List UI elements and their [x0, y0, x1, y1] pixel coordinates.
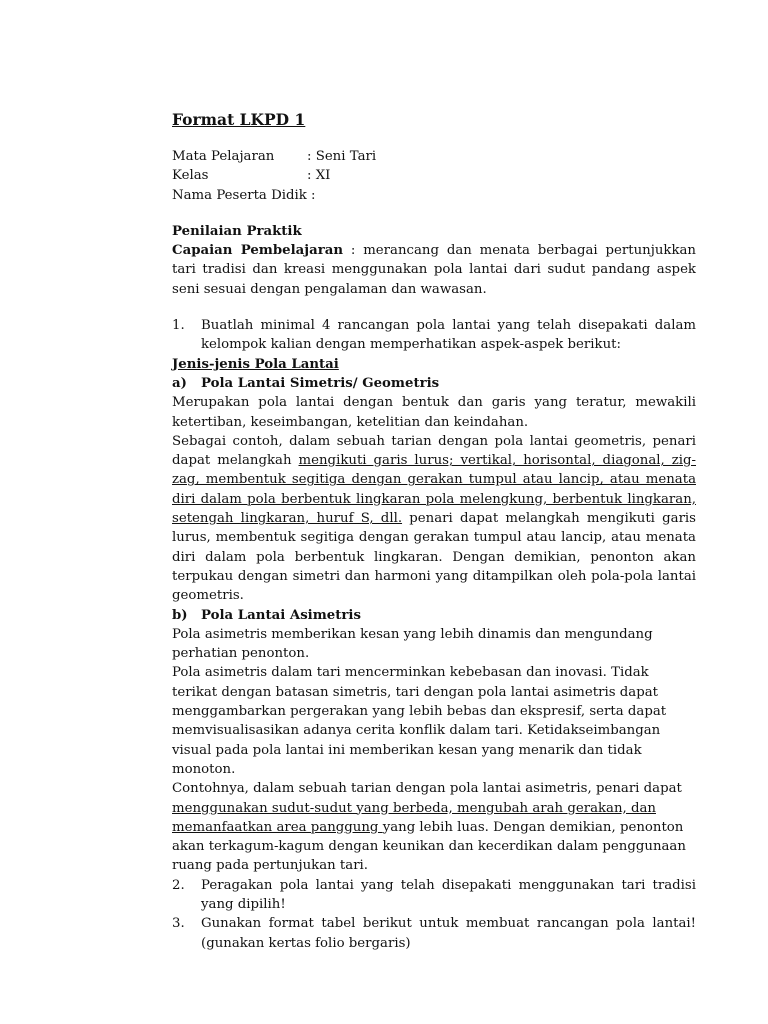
spacer [172, 299, 696, 316]
meta-row-student-name [172, 186, 696, 205]
subsection-title: Pola Lantai Simetris/ Geometris [201, 375, 440, 391]
task-text: Peragakan pola lantai yang telah disepakati menggunakan tari tradisi yang dipilih! [201, 877, 696, 912]
paragraph-text: penari dapat melangkah mengikuti garis lurus, membentuk segitiga dengan gerakan tumpul atau lancip, atau menata diri dalam pola berbentuk lingkaran. Dengan demikian, penonton akan terpukau dengan simetri dan harmoni yang ditampilkan oleh pola-pola lantai geometris. [172, 511, 697, 604]
floor-pattern-types-heading: Jenis-jenis Pola Lantai [172, 356, 339, 372]
paragraph: Merupakan pola lantai dengan bentuk dan garis yang teratur, mewakili ketertiban, keseimbangan, ketelitian dan keindahan. [172, 395, 696, 430]
meta-key: Nama Peserta Didik : [172, 187, 316, 203]
meta-value: : XI [307, 168, 331, 184]
paragraph: Pola asimetris memberikan kesan yang lebih dinamis dan mengundang perhatian penonton. [172, 626, 653, 662]
spacer [172, 205, 696, 222]
paragraph [172, 432, 696, 606]
subsection-letter: a) [172, 375, 187, 391]
task-number: 3. [172, 916, 185, 932]
meta-value: : Seni Tari [307, 149, 377, 164]
underlined-text: mengikuti garis lurus; vertikal, horisontal, diagonal, zig-zag, membentuk segitiga dengan gerakan tumpul atau lancip, atau menata diri dalam pola berbentuk lingkaran pola melengkung, berbentuk lingkaran, setengah lingkaran, huruf S, dll. [172, 453, 697, 527]
document-page [172, 110, 696, 953]
paragraph: Pola asimetris dalam tari mencerminkan kebebasan dan inovasi. Tidak terikat dengan batasan simetris, tari dengan pola lantai asimetris dapat menggambarkan pergerakan yang lebih bebas dan ekspresif, serta dapat memvisualisasikan adanya cerita konflik dalam tari. Ketidakseimbangan visual pada pola lantai ini memberikan kesan yang menarik dan tidak monoton. [172, 665, 667, 777]
task-1 [172, 316, 696, 355]
page-title: Format LKPD 1 [172, 110, 306, 129]
meta-row-class [172, 166, 696, 185]
task-number: 1. [172, 318, 185, 334]
meta-key: Kelas [172, 168, 209, 184]
learning-outcome-label: Capaian Pembelajaran [172, 243, 344, 259]
learning-outcome [172, 241, 696, 299]
task-text: Buatlah minimal 4 rancangan pola lantai yang telah disepakati dalam kelompok kalian dengan memperhatikan aspek-aspek berikut: [201, 318, 696, 353]
section-title: Penilaian Praktik [172, 223, 302, 239]
subsection-b-heading [172, 606, 696, 625]
learning-outcome-text: : merancang dan menata berbagai pertunjukkan tari tradisi dan kreasi menggunakan pola lantai dari sudut pandang aspek seni sesuai dengan pengalaman dan wawasan. [172, 243, 696, 297]
task-number: 2. [172, 877, 185, 893]
paragraph-text: Sebagai contoh, dalam sebuah tarian dengan pola lantai geometris, penari dapat melangkah [172, 433, 696, 469]
underlined-text: menggunakan sudut-sudut yang berbeda, mengubah arah gerakan, dan memanfaatkan area panggung [172, 800, 656, 835]
task-text: Gunakan format tabel berikut untuk membuat rancangan pola lantai! (gunakan kertas folio bergaris) [201, 916, 696, 951]
task-2 [172, 876, 696, 915]
subsection-title: Pola Lantai Asimetris [201, 607, 361, 623]
paragraph-text: Contohnya, dalam sebuah tarian dengan pola lantai asimetris, penari dapat [172, 781, 682, 797]
subsection-letter: b) [172, 607, 188, 623]
meta-row-subject [172, 147, 696, 166]
paragraph-text: yang lebih luas. Dengan demikian, penonton akan terkagum-kagum dengan keunikan dan kecerdikan dalam penggunaan ruang pada pertunjukan tari. [172, 819, 686, 874]
subsection-a-heading [172, 374, 696, 393]
task-3 [172, 914, 696, 953]
paragraph [172, 779, 696, 875]
meta-key: Mata Pelajaran [172, 149, 275, 164]
